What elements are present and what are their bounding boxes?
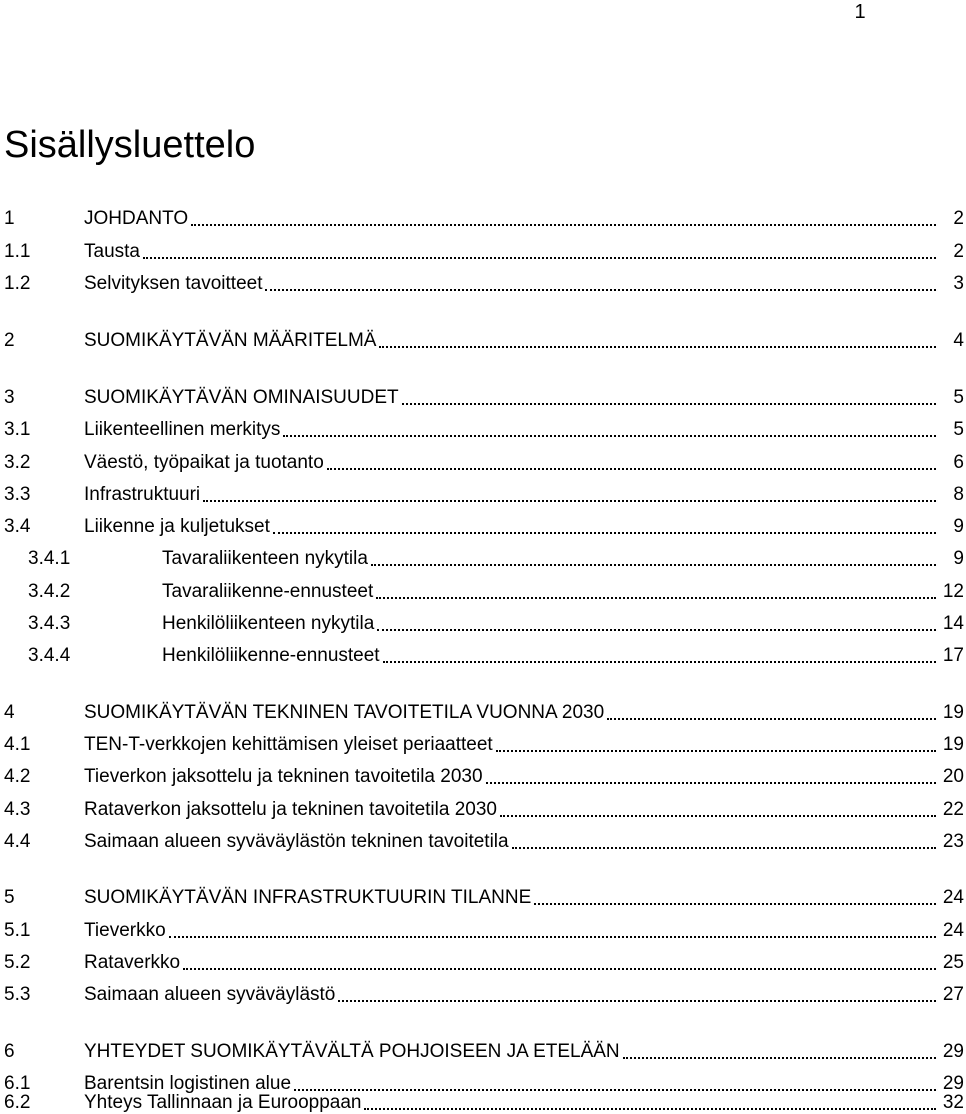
toc-entry-title: TEN-T-verkkojen kehittämisen yleiset periaatteet xyxy=(84,734,493,755)
toc-entry-number: 1.2 xyxy=(4,273,31,294)
toc-entry-number: 3.3 xyxy=(4,484,31,505)
toc-entry-number: 6.1 xyxy=(4,1073,31,1094)
toc-entry[interactable] xyxy=(28,639,966,667)
toc-entry[interactable] xyxy=(4,324,966,352)
toc-entry-number: 1.1 xyxy=(4,241,31,262)
toc-entry-page: 5 xyxy=(953,387,964,408)
toc-entry[interactable] xyxy=(4,793,966,821)
toc-dot-leader xyxy=(376,597,936,599)
toc-entry[interactable] xyxy=(4,696,966,724)
toc-entry-number: 4.3 xyxy=(4,799,31,820)
toc-entry-title: Tavaraliikenteen nykytila xyxy=(162,548,368,569)
toc-dot-leader xyxy=(486,782,936,784)
toc-entry-title: Väestö, työpaikat ja tuotanto xyxy=(84,452,324,473)
toc-dot-leader xyxy=(500,815,936,817)
toc-dot-leader xyxy=(623,1057,936,1059)
toc-entry-page: 27 xyxy=(942,984,964,1005)
toc-entry-page: 4 xyxy=(953,330,964,351)
toc-entry-number: 3.4 xyxy=(4,516,31,537)
toc-entry[interactable] xyxy=(4,946,966,974)
toc-entry-page: 19 xyxy=(942,734,964,755)
toc-entry[interactable] xyxy=(4,914,966,942)
toc-entry-number: 3.4.1 xyxy=(28,548,71,569)
toc-entry-page: 22 xyxy=(942,799,964,820)
toc-entry[interactable] xyxy=(4,1086,966,1114)
toc-entry-page: 9 xyxy=(953,516,964,537)
toc-dot-leader xyxy=(183,968,936,970)
toc-entry-title: Rataverkko xyxy=(84,952,181,973)
toc-dot-leader xyxy=(534,903,936,905)
toc-dot-leader xyxy=(338,1000,936,1002)
toc-dot-leader xyxy=(283,435,936,437)
toc-entry[interactable] xyxy=(4,728,966,756)
page-number: 1 xyxy=(854,1,866,23)
toc-entry-number: 6 xyxy=(4,1041,15,1062)
toc-dot-leader xyxy=(512,847,936,849)
toc-entry-page: 19 xyxy=(942,702,964,723)
toc-entry-page: 29 xyxy=(942,1041,964,1062)
toc-entry-title: YHTEYDET SUOMIKÄYTÄVÄLTÄ POHJOISEEN JA ETELÄÄN xyxy=(84,1041,620,1062)
toc-entry-title: Barentsin logistinen alue xyxy=(84,1073,292,1094)
toc-entry-page: 2 xyxy=(953,241,964,262)
toc-entry-page: 29 xyxy=(942,1073,964,1094)
toc-entry-number: 4.1 xyxy=(4,734,31,755)
toc-dot-leader xyxy=(402,403,936,405)
toc-dot-leader xyxy=(143,257,936,259)
toc-entry-title: SUOMIKÄYTÄVÄN MÄÄRITELMÄ xyxy=(84,330,377,351)
toc-entry[interactable] xyxy=(4,413,966,441)
toc-entry-page: 24 xyxy=(942,920,964,941)
toc-entry-number: 1 xyxy=(4,208,15,229)
toc-entry-number: 6.2 xyxy=(4,1092,31,1113)
toc-dot-leader xyxy=(377,629,936,631)
toc-dot-leader xyxy=(265,289,936,291)
toc-entry-title: Yhteys Tallinnaan ja Eurooppaan xyxy=(84,1092,362,1113)
toc-entry-title: Henkilöliikenteen nykytila xyxy=(162,613,375,634)
toc-entry[interactable] xyxy=(28,542,966,570)
toc-entry-number: 3.4.3 xyxy=(28,613,71,634)
toc-entry-number: 3.1 xyxy=(4,419,31,440)
toc-entry[interactable] xyxy=(4,881,966,909)
toc-entry-page: 14 xyxy=(942,613,964,634)
toc-dot-leader xyxy=(371,564,936,566)
toc-entry-title: SUOMIKÄYTÄVÄN INFRASTRUKTUURIN TILANNE xyxy=(84,887,532,908)
toc-entry-title: Liikenteellinen merkitys xyxy=(84,419,281,440)
toc-entry-number: 4.4 xyxy=(4,831,31,852)
toc-entry-number: 3.4.2 xyxy=(28,581,71,602)
toc-entry-number: 5.2 xyxy=(4,952,31,973)
toc-entry[interactable] xyxy=(28,575,966,603)
toc-entry-title: Saimaan alueen syväväylästö xyxy=(84,984,336,1005)
toc-entry-page: 6 xyxy=(953,452,964,473)
toc-entry-number: 3.4.4 xyxy=(28,645,71,666)
toc-entry[interactable] xyxy=(4,978,966,1006)
toc-dot-leader xyxy=(364,1108,936,1110)
toc-entry-page: 2 xyxy=(953,208,964,229)
toc-dot-leader xyxy=(327,468,936,470)
toc-entry-page: 9 xyxy=(953,548,964,569)
toc-entry-title: Selvityksen tavoitteet xyxy=(84,273,263,294)
toc-entry-number: 3 xyxy=(4,387,15,408)
toc-entry[interactable] xyxy=(4,825,966,853)
toc-entry[interactable] xyxy=(4,235,966,263)
toc-entry-title: Rataverkon jaksottelu ja tekninen tavoitetila 2030 xyxy=(84,799,497,820)
toc-entry-number: 3.2 xyxy=(4,452,31,473)
toc-entry-page: 8 xyxy=(953,484,964,505)
toc-entry-title: Infrastruktuuri xyxy=(84,484,201,505)
toc-entry[interactable] xyxy=(4,1035,966,1063)
toc-entry-title: SUOMIKÄYTÄVÄN OMINAISUUDET xyxy=(84,387,399,408)
toc-entry-number: 5.1 xyxy=(4,920,31,941)
toc-title: Sisällysluettelo xyxy=(4,124,256,166)
toc-entry[interactable] xyxy=(4,446,966,474)
toc-dot-leader xyxy=(496,750,936,752)
toc-entry-title: JOHDANTO xyxy=(84,208,189,229)
toc-entry-page: 17 xyxy=(942,645,964,666)
toc-entry[interactable] xyxy=(4,510,966,538)
toc-entry-title: Tieverkko xyxy=(84,920,166,941)
toc-dot-leader xyxy=(273,532,936,534)
toc-entry-title: Liikenne ja kuljetukset xyxy=(84,516,270,537)
toc-entry-number: 4.2 xyxy=(4,766,31,787)
toc-entry-title: Tavaraliikenne-ennusteet xyxy=(162,581,374,602)
toc-entry-number: 4 xyxy=(4,702,15,723)
toc-entry[interactable] xyxy=(4,760,966,788)
toc-dot-leader xyxy=(203,500,936,502)
toc-entry[interactable] xyxy=(4,267,966,295)
toc-entry[interactable] xyxy=(4,202,966,230)
toc-entry-number: 2 xyxy=(4,330,15,351)
toc-entry[interactable] xyxy=(4,381,966,409)
toc-entry-title: Tieverkon jaksottelu ja tekninen tavoitetila 2030 xyxy=(84,766,483,787)
toc-entry-page: 12 xyxy=(942,581,964,602)
toc-entry-page: 25 xyxy=(942,952,964,973)
toc-dot-leader xyxy=(191,224,936,226)
toc-entry-page: 5 xyxy=(953,419,964,440)
toc-dot-leader xyxy=(169,936,936,938)
toc-entry[interactable] xyxy=(28,607,966,635)
toc-entry-page: 32 xyxy=(942,1092,964,1113)
toc-entry-page: 3 xyxy=(953,273,964,294)
toc-entry-title: Tausta xyxy=(84,241,140,262)
toc-entry-number: 5.3 xyxy=(4,984,31,1005)
toc-entry-number: 5 xyxy=(4,887,15,908)
toc-entry-page: 24 xyxy=(942,887,964,908)
toc-dot-leader xyxy=(379,346,936,348)
toc-entry-page: 20 xyxy=(942,766,964,787)
toc-dot-leader xyxy=(607,718,936,720)
toc-entry-title: Henkilöliikenne-ennusteet xyxy=(162,645,380,666)
toc-dot-leader xyxy=(383,661,936,663)
toc-entry-title: SUOMIKÄYTÄVÄN TEKNINEN TAVOITETILA VUONNA 2030 xyxy=(84,702,605,723)
toc-entry[interactable] xyxy=(4,478,966,506)
toc-entry-title: Saimaan alueen syväväylästön tekninen tavoitetila xyxy=(84,831,509,852)
toc-entry-page: 23 xyxy=(942,831,964,852)
